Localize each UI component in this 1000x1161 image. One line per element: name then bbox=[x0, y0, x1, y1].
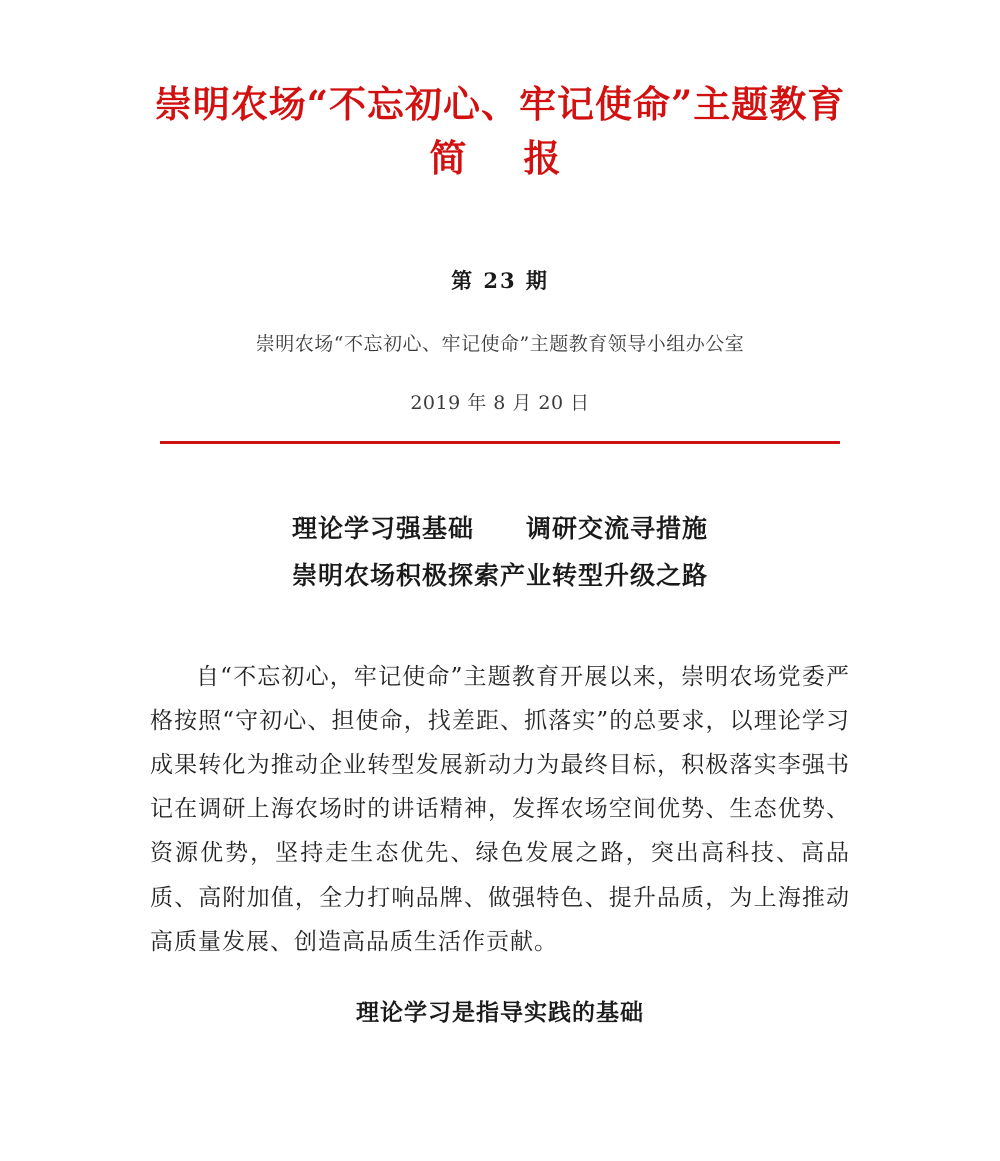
article-section-heading-1: 理论学习是指导实践的基础 bbox=[356, 998, 644, 1026]
article-title bbox=[150, 506, 850, 599]
article-title-line-1: 理论学习强基础 调研交流寻措施 bbox=[291, 514, 708, 544]
red-divider-rule bbox=[160, 441, 840, 444]
issue-date: 2019 年 8 月 20 日 bbox=[410, 392, 590, 415]
masthead-line-1: 崇明农场“不忘初心、牢记使命”主题教育 bbox=[154, 82, 846, 126]
masthead-line-2: 简 报 bbox=[429, 135, 571, 180]
issuing-office: 崇明农场“不忘初心、牢记使命”主题教育领导小组办公室 bbox=[255, 333, 745, 356]
issue-number: 第 23 期 bbox=[451, 268, 549, 294]
article-title-line-2: 崇明农场积极探索产业转型升级之路 bbox=[291, 560, 708, 590]
article-paragraph-1: 自“不忘初心，牢记使命”主题教育开展以来，崇明农场党委严格按照“守初心、担使命，找差距、抓落实”的总要求，以理论学习成果转化为推动企业转型发展新动力为最终目标，积极落实李强书记在调研上海农场时的讲话精神，发挥农场空间优势、生态优势、资源优势，坚持走生态优先、绿色发展之路，突出高科技、高品质、高附加值，全力打响品牌、做强特色、提升品质，为上海推动高质量发展、创造高品质生活作贡献。 bbox=[150, 663, 850, 955]
masthead bbox=[150, 0, 850, 185]
